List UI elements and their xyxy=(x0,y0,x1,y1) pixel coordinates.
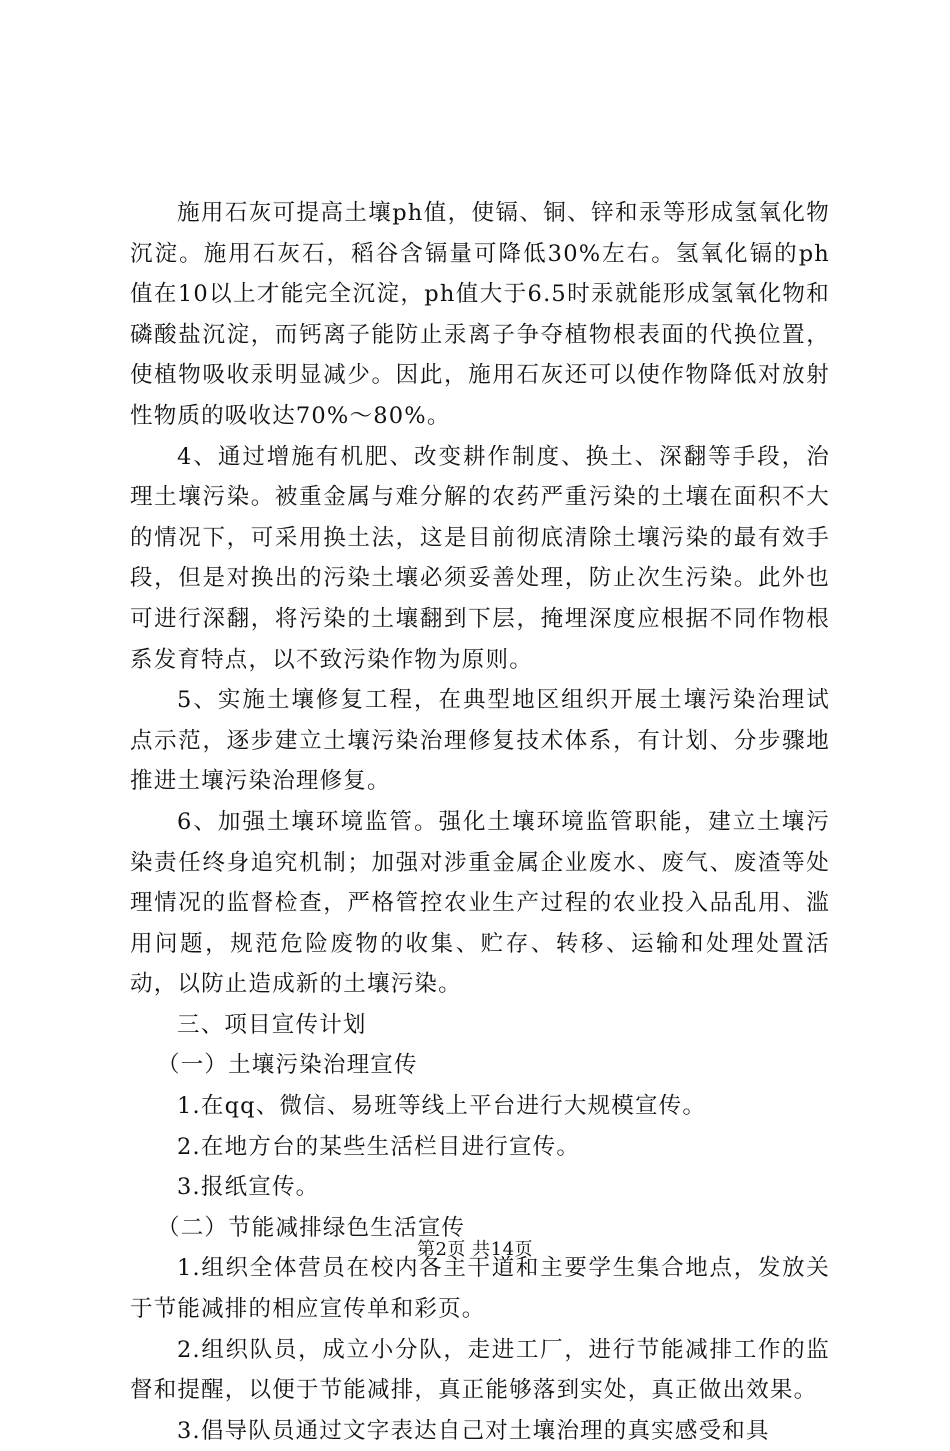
list-item: 2.在地方台的某些生活栏目进行宣传。 xyxy=(177,1133,581,1160)
list-item: 3.倡导队员通过文字表达自己对土壤治理的真实感受和具 xyxy=(177,1417,770,1444)
page-footer: 第2页 共14页 xyxy=(416,1239,534,1260)
document-body xyxy=(130,193,830,1451)
section-heading-publicity-plan: 三、项目宣传计划 xyxy=(177,1011,367,1038)
subsection-heading-energy-publicity: （二）节能减排绿色生活宣传 xyxy=(157,1214,466,1241)
subsection-heading-soil-publicity: （一）土壤污染治理宣传 xyxy=(157,1052,418,1079)
list-item: 2.组织队员，成立小分队，走进工厂，进行节能减排工作的监督和提醒，以便于节能减排，真正能够落到实处，真正做出效果。 xyxy=(130,1336,830,1404)
paragraph-item-6: 6、加强土壤环境监管。强化土壤环境监管职能，建立土壤污染责任终身追究机制；加强对涉重金属企业废水、废气、废渣等处理情况的监督检查，严格管控农业生产过程的农业投入品乱用、滥用问题，规范危险废物的收集、贮存、转移、运输和处理处置活动，以防止造成新的土壤污染。 xyxy=(130,808,830,998)
paragraph-item-4: 4、通过增施有机肥、改变耕作制度、换土、深翻等手段，治理土壤污染。被重金属与难分解的农药严重污染的土壤在面积不大的情况下，可采用换土法，这是目前彻底清除土壤污染的最有效手段，但是对换出的污染土壤必须妥善处理，防止次生污染。此外也可进行深翻，将污染的土壤翻到下层，掩埋深度应根据不同作物根系发育特点，以不致污染作物为原则。 xyxy=(130,443,830,673)
list-item: 3.报纸宣传。 xyxy=(177,1174,320,1201)
list-item: 1.组织全体营员在校内各主干道和主要学生集合地点，发放关于节能减排的相应宣传单和彩页。 xyxy=(130,1255,830,1323)
list-item: 1.在qq、微信、易班等线上平台进行大规模宣传。 xyxy=(177,1093,707,1120)
paragraph-lime-application: 施用石灰可提高土壤ph值，使镉、铜、锌和汞等形成氢氧化物沉淀。施用石灰石，稻谷含镉量可降低30%左右。氢氧化镉的ph值在10以上才能完全沉淀，ph值大于6.5时汞就能形成氢氧化物和磷酸盐沉淀，而钙离子能防止汞离子争夺植物根表面的代换位置，使植物吸收汞明显减少。因此，施用石灰还可以使作物降低对放射性物质的吸收达70%～80%。 xyxy=(130,200,830,429)
paragraph-item-5: 5、实施土壤修复工程，在典型地区组织开展土壤污染治理试点示范，逐步建立土壤污染治理修复技术体系，有计划、分步骤地推进土壤污染治理修复。 xyxy=(130,687,830,795)
